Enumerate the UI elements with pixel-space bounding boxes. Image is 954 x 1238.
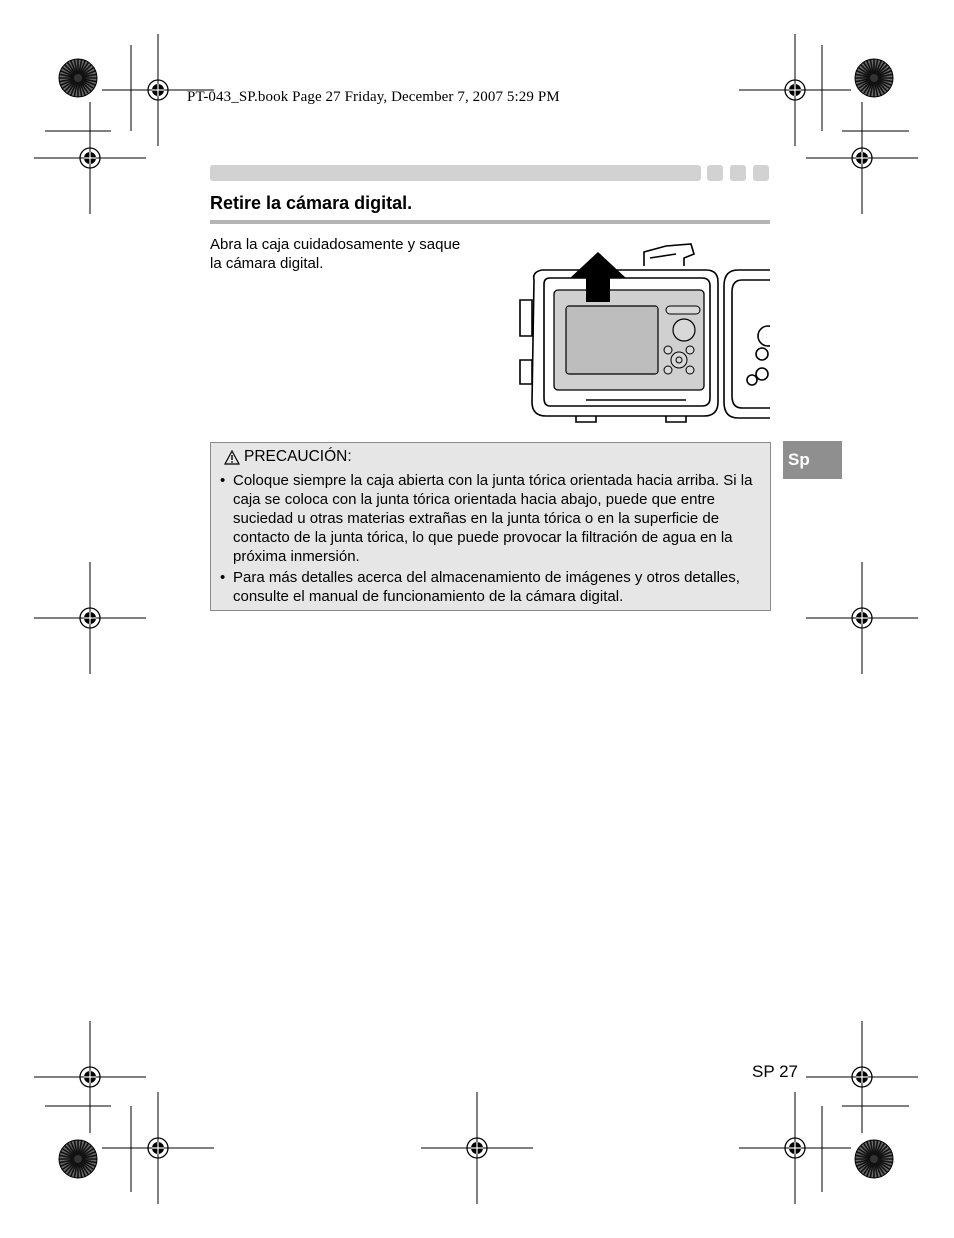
warning-triangle-icon — [224, 450, 240, 465]
step-square — [730, 165, 746, 181]
page-number: SP 27 — [752, 1062, 799, 1081]
caution-title-text: PRECAUCIÓN: — [244, 448, 352, 465]
caution-item: • Coloque siempre la caja abierta con la junta tórica orientada hacia arriba. Si la caja se coloca con la junta tórica orientada hacia abajo, puede que entre suciedad u otras materias extrañas en la junta tórica o en la superficie de contacto de la junta tórica, lo que puede provocar la filtración de agua en la próxima inmersión. — [219, 471, 764, 566]
caution-title — [224, 448, 352, 466]
step-square — [707, 165, 723, 181]
caution-box — [210, 442, 771, 611]
camera-case-illustration — [516, 240, 770, 425]
caution-list — [219, 471, 764, 608]
heading-rule — [210, 220, 770, 224]
print-header: PT-043_SP.book Page 27 Friday, December 7, 2007 5:29 PM — [187, 89, 560, 105]
section-heading: Retire la cámara digital. — [210, 193, 413, 213]
intro-text: Abra la caja cuidadosamente y saque la cámara digital. — [210, 236, 461, 272]
step-square — [753, 165, 769, 181]
caution-item: • Para más detalles acerca del almacenamiento de imágenes y otros detalles, consulte el manual de funcionamiento de la cámara digital. — [219, 568, 764, 606]
step-bar — [210, 165, 701, 181]
language-tab: Sp — [783, 441, 842, 479]
